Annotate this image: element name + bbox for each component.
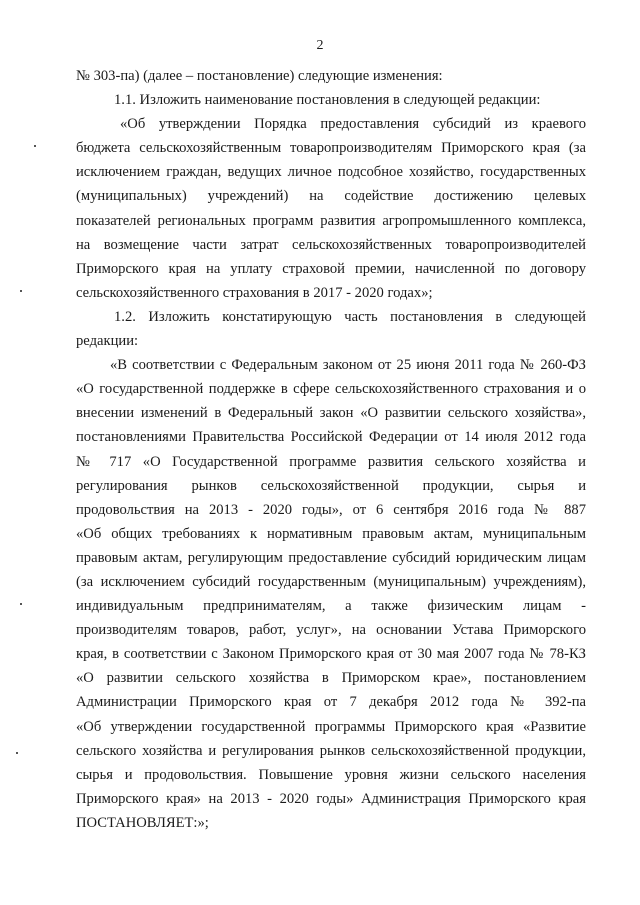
text-line: бюджета сельскохозяйственным товаропроизводителям Приморского края (за (76, 140, 586, 157)
text-line: индивидуальным предпринимателям, а также физическим лицам - (76, 598, 586, 615)
text-line: регулирования рынков сельскохозяйственной продукции, сырья и (76, 477, 586, 494)
text-line: (муниципальных) учреждений) на содействие достижению целевых (76, 188, 586, 205)
text-line: края, в соответствии с Законом Приморского края от 30 мая 2007 года № 78-КЗ (76, 646, 586, 663)
margin-mark (16, 752, 18, 754)
text-line: правовым актам, регулирующим предоставление субсидий юридическим лицам (76, 549, 586, 566)
text-line: «Об утверждении Порядка предоставления субсидий из краевого (120, 116, 586, 133)
text-line: сырья и продовольствия. Повышение уровня жизни сельского населения (76, 766, 586, 783)
document-body (76, 64, 586, 835)
text-line: на возмещение части затрат сельскохозяйственных товаропроизводителей (76, 236, 586, 253)
text-line: исключением граждан, ведущих личное подсобное хозяйство, государственных (76, 164, 586, 181)
text-line: продовольствия на 2013 - 2020 годы», от 6 сентября 2016 года № 887 (76, 501, 586, 518)
text-line: 1.2. Изложить констатирующую часть постановления в следующей (114, 308, 586, 325)
text-line: «О государственной поддержке в сфере сельскохозяйственного страхования и о (76, 381, 586, 398)
text-line: Приморского края на уплату страховой премии, начисленной по договору (76, 260, 586, 277)
text-line: «О развитии сельского хозяйства в Приморском крае», постановлением (76, 670, 586, 687)
text-line: сельскохозяйственного страхования в 2017 - 2020 годах»; (76, 284, 433, 301)
margin-mark (34, 145, 36, 147)
text-line: постановлениями Правительства Российской Федерации от 14 июля 2012 года (76, 429, 586, 446)
text-line: «Об общих требованиях к нормативным правовым актам, муниципальным (76, 525, 586, 542)
text-line: редакции: (76, 333, 139, 350)
margin-mark (20, 290, 22, 292)
text-line: показателей региональных программ развития агропромышленного комплекса, (76, 212, 586, 229)
text-line: «В соответствии с Федеральным законом от 25 июня 2011 года № 260-ФЗ (110, 357, 586, 374)
text-line: Администрации Приморского края от 7 декабря 2012 года № 392-па (76, 694, 586, 711)
text-line: (за исключением субсидий государственным (муниципальным) учреждениям), (76, 573, 586, 590)
text-line: сельского хозяйства и регулирования рынков сельскохозяйственной продукции, (76, 742, 586, 759)
text-line: «Об утверждении государственной программы Приморского края «Развитие (76, 718, 586, 735)
text-line: производителям товаров, работ, услуг», на основании Устава Приморского (76, 622, 586, 639)
page-number: 2 (316, 38, 324, 53)
margin-mark (20, 603, 22, 605)
text-line: внесении изменений в Федеральный закон «О развитии сельского хозяйства», (76, 405, 586, 422)
text-line: № 717 «О Государственной программе развития сельского хозяйства и (76, 453, 586, 470)
text-line: № 303-па) (далее – постановление) следующие изменения: (76, 68, 443, 84)
text-line: 1.1. Изложить наименование постановления в следующей редакции: (114, 92, 541, 109)
text-line: Приморского края» на 2013 - 2020 годы» Администрация Приморского края (76, 790, 586, 807)
text-line: ПОСТАНОВЛЯЕТ:»; (76, 814, 209, 831)
